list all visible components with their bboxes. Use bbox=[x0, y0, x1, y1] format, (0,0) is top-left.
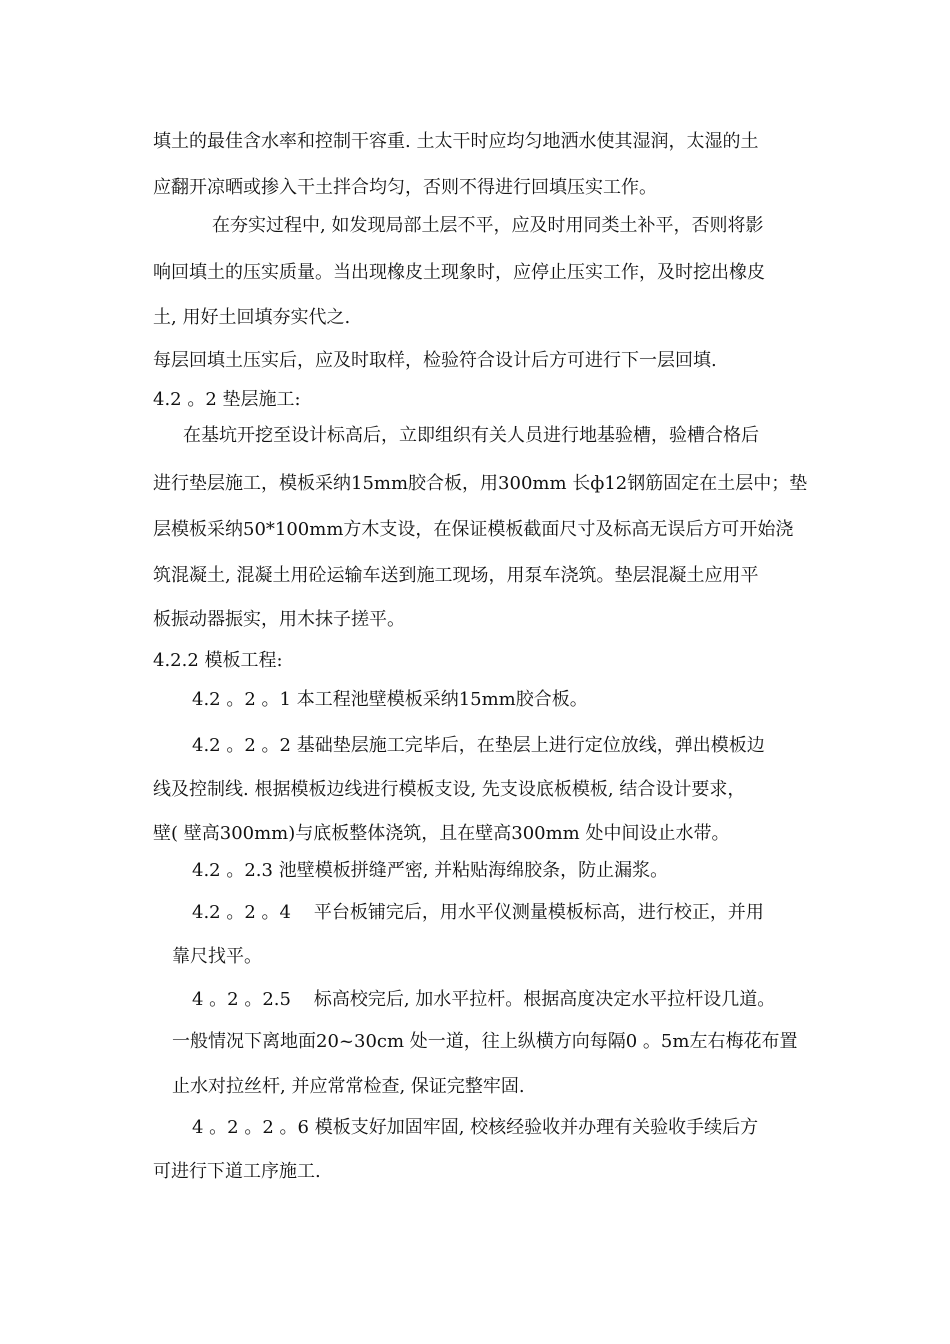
text-line: 筑混凝土, 混凝土用砼运输车送到施工现场，用泵车浇筑。垫层混凝土应用平 bbox=[153, 565, 759, 586]
text-line: 4 。2 。2 。6 模板支好加固牢固, 校核经验收并办理有关验收手续后方 bbox=[192, 1117, 759, 1138]
text-line: 板振动器振实，用木抹子搓平。 bbox=[153, 609, 405, 630]
text-line: 层模板采纳50*100mm方木支设，在保证模板截面尺寸及标高无误后方可开始浇 bbox=[153, 519, 794, 540]
text-line: 止水对拉丝杆, 并应常常检查, 保证完整牢固. bbox=[172, 1076, 525, 1097]
text-line: 4.2 。2 。1 本工程池壁模板采纳15mm胶合板。 bbox=[192, 689, 588, 710]
text-line: 应翻开凉晒或掺入干土拌合均匀，否则不得进行回填压实工作。 bbox=[153, 177, 657, 198]
text-line: 一般情况下离地面20~30cm 处一道，往上纵横方向每隔0 。5m左右梅花布置 bbox=[172, 1031, 798, 1052]
text-line: 靠尺找平。 bbox=[172, 946, 262, 967]
text-line: 填土的最佳含水率和控制干容重. 土太干时应均匀地洒水使其湿润，太湿的土 bbox=[153, 131, 759, 152]
text-line: 4.2 。2 。2 基础垫层施工完毕后，在垫层上进行定位放线，弹出模板边 bbox=[192, 735, 765, 756]
text-line: 4 。2 。2.5 标高校完后, 加水平拉杆。根据高度决定水平拉杆设几道。 bbox=[192, 989, 776, 1010]
text-line: 4.2 。2.3 池壁模板拼缝严密, 并粘贴海绵胶条，防止漏浆。 bbox=[192, 860, 669, 881]
text-line: 4.2 。2 。4 平台板铺完后，用水平仪测量模板标高，进行校正，并用 bbox=[192, 902, 764, 923]
text-line: 在基坑开挖至设计标高后，立即组织有关人员进行地基验槽，验槽合格后 bbox=[183, 425, 759, 446]
text-line: 进行垫层施工，模板采纳15mm胶合板，用300mm 长ф12钢筋固定在土层中；垫 bbox=[153, 473, 808, 494]
section-heading: 4.2.2 模板工程: bbox=[153, 650, 283, 671]
text-line: 线及控制线. 根据模板边线进行模板支设, 先支设底板模板, 结合设计要求， bbox=[153, 779, 746, 800]
text-line: 每层回填土压实后，应及时取样，检验符合设计后方可进行下一层回填. bbox=[153, 350, 717, 371]
text-line: 响回填土的压实质量。当出现橡皮土现象时，应停止压实工作，及时挖出橡皮 bbox=[153, 262, 765, 283]
section-heading: 4.2 。2 垫层施工: bbox=[153, 389, 301, 410]
text-line: 可进行下道工序施工. bbox=[153, 1161, 321, 1182]
text-line: 壁( 壁高300mm)与底板整体浇筑，且在壁高300mm 处中间设止水带。 bbox=[153, 823, 730, 844]
text-line: 在夯实过程中, 如发现局部土层不平，应及时用同类土补平，否则将影 bbox=[212, 215, 764, 236]
text-line: 土, 用好土回填夯实代之. bbox=[153, 307, 351, 328]
